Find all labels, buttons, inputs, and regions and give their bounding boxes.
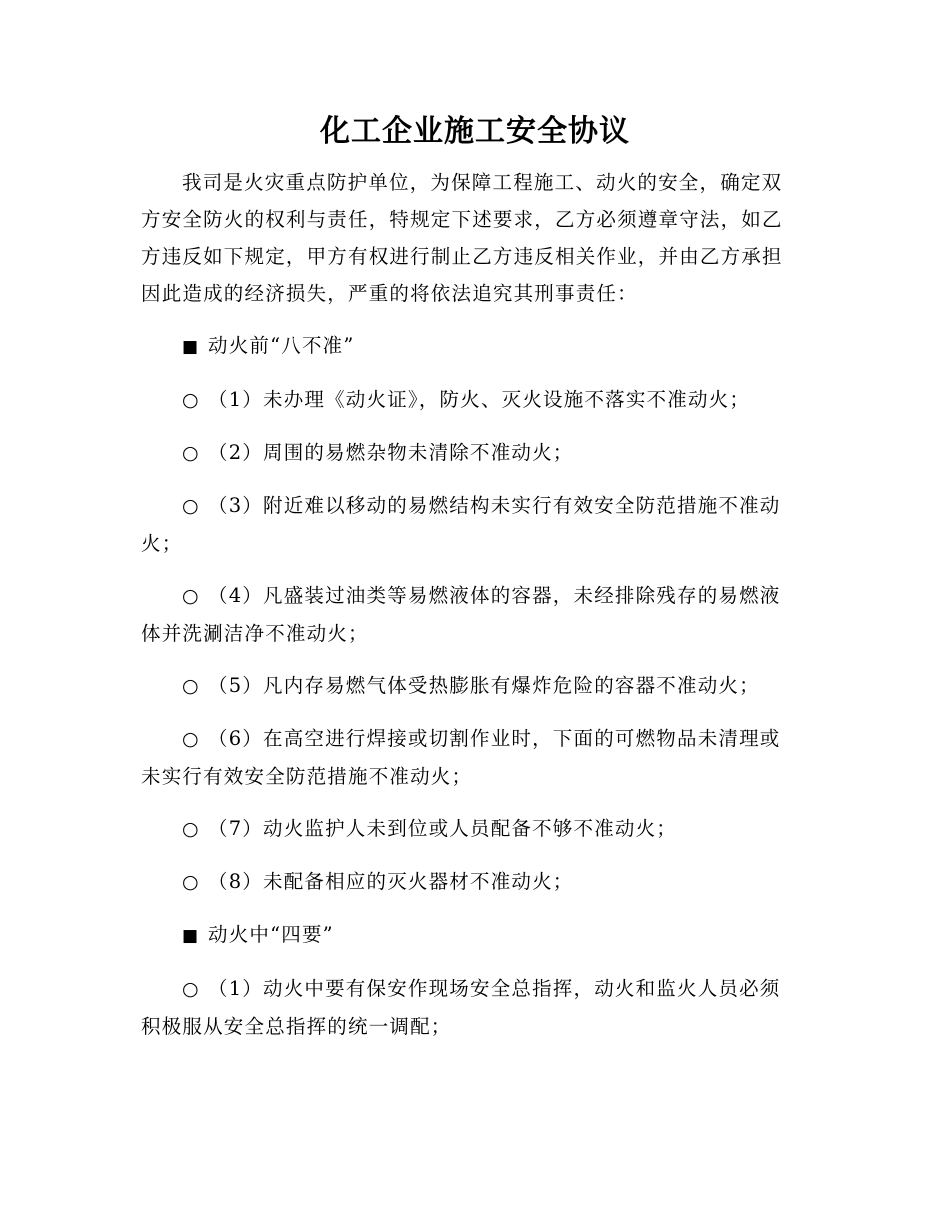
circle-bullet-icon: ○ [182,728,200,750]
rule-item-text: （4）凡盛装过油类等易燃液体的容器，未经排除残存的易燃液体并洗涮洁净不准动火； [141,584,781,645]
rule-item-text: （8）未配备相应的灭火器材不准动火； [208,870,574,893]
circle-bullet-icon: ○ [182,871,200,893]
rule-item [141,810,793,848]
rule-item [141,381,793,419]
rule-item-text: （2）周围的易燃杂物未清除不准动火； [208,441,574,464]
rule-item [141,863,793,901]
rule-item-text: （7）动火监护人未到位或人员配备不够不准动火； [208,817,678,840]
section-heading-during-hotwork [141,916,793,955]
rule-item-text: （1）动火中要有保安作现场安全总指挥，动火和监火人员必须积极服从安全总指挥的统一调配； [141,977,781,1038]
rule-item-text: （6）在高空进行焊接或切割作业时，下面的可燃物品未清理或未实行有效安全防范措施不准动火； [141,727,781,788]
section-heading-text: 动火前“八不准” [208,334,355,357]
circle-bullet-icon: ○ [182,585,200,607]
document-title: 化工企业施工安全协议 [320,114,630,149]
rule-item-text: （3）附近难以移动的易燃结构未实行有效安全防范措施不准动火； [141,494,781,555]
square-bullet-icon: ■ [182,926,200,946]
circle-bullet-icon: ○ [182,978,200,1000]
rule-item [141,720,793,795]
circle-bullet-icon: ○ [182,389,200,411]
square-bullet-icon: ■ [182,337,200,357]
document-body [141,164,793,1045]
rule-item [141,434,793,472]
rule-item [141,970,793,1045]
rule-item [141,667,793,705]
circle-bullet-icon: ○ [182,442,200,464]
intro-paragraph: 我司是火灾重点防护单位，为保障工程施工、动火的安全，确定双方安全防火的权利与责任，特规定下述要求，乙方必须遵章守法，如乙方违反如下规定，甲方有权进行制止乙方违反相关作业，并由乙方承担因此造成的经济损失，严重的将依法追究其刑事责任： [141,171,783,305]
rule-item [141,487,793,562]
circle-bullet-icon: ○ [182,675,200,697]
rule-item-text: （1）未办理《动火证》，防火、灭火设施不落实不准动火； [208,388,751,411]
section-heading-text: 动火中“四要” [208,923,334,946]
rule-item [141,577,793,652]
section-heading-before-hotwork [141,327,793,366]
circle-bullet-icon: ○ [182,818,200,840]
circle-bullet-icon: ○ [182,495,200,517]
rule-item-text: （5）凡内存易燃气体受热膨胀有爆炸危险的容器不准动火； [208,674,760,697]
